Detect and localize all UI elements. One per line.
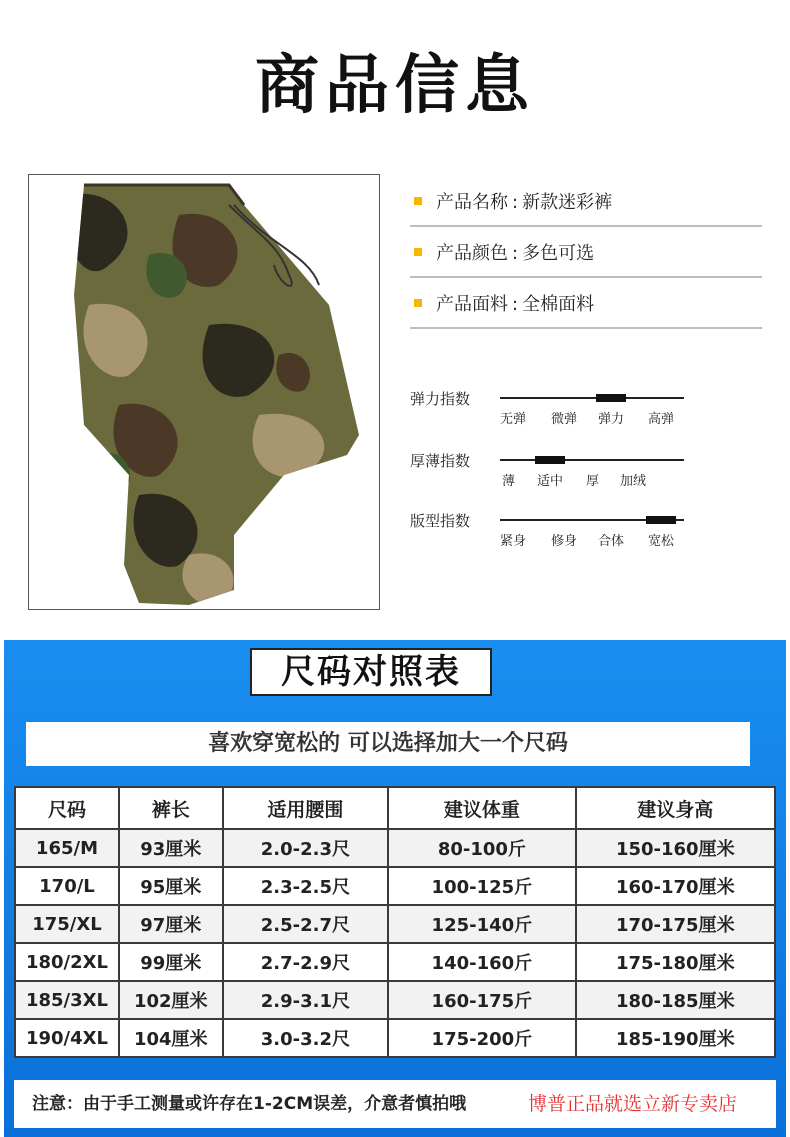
table-cell: 140-160斤 [388,943,575,981]
table-row [15,905,775,943]
table-cell: 180/2XL [15,943,119,981]
info-value: 多色可选 [522,242,595,264]
table-cell: 100-125斤 [388,867,575,905]
size-chart-subtitle: 喜欢穿宽松的 可以选择加大一个尺码 [26,722,750,766]
scale-option: 微弹 [551,412,578,427]
table-header-row [15,787,775,829]
scale-option: 无弹 [500,412,527,427]
table-cell: 175/XL [15,905,119,943]
table-cell: 160-170厘米 [576,867,775,905]
table-cell: 93厘米 [119,829,223,867]
info-colon: : [512,242,519,264]
scale-option: 适中 [537,474,564,489]
scale-option: 弹力 [598,412,625,427]
scale-option: 厚 [586,474,600,489]
scale-label: 厚薄指数 [410,452,471,470]
info-value: 新款迷彩裤 [522,191,613,213]
table-cell: 165/M [15,829,119,867]
bullet-icon [414,197,422,205]
scale-option: 宽松 [648,534,675,549]
camo-pants-image [29,175,380,610]
bullet-icon [414,299,422,307]
page-title: 商品信息 [255,49,535,123]
product-photo [28,174,380,610]
info-key: 产品颜色 [436,242,508,264]
table-cell: 2.9-3.1尺 [223,981,389,1019]
table-row [15,1019,775,1057]
product-info-list [410,176,762,329]
scale-option: 加绒 [620,474,647,489]
column-header: 尺码 [15,787,119,829]
elasticity-scale [410,388,710,434]
scale-option: 薄 [502,474,516,489]
table-row [15,981,775,1019]
store-tag: 博普正品就选立新专卖店 [528,1093,738,1115]
size-table [14,786,776,1058]
table-cell: 175-200斤 [388,1019,575,1057]
table-cell: 170/L [15,867,119,905]
scale-label: 弹力指数 [410,390,471,408]
table-cell: 2.0-2.3尺 [223,829,389,867]
column-header: 建议体重 [388,787,575,829]
table-cell: 95厘米 [119,867,223,905]
fit-scale [410,510,710,556]
column-header: 建议身高 [576,787,775,829]
table-cell: 170-175厘米 [576,905,775,943]
scale-option: 高弹 [648,412,675,427]
info-key: 产品名称 [436,191,508,213]
bullet-icon [414,248,422,256]
column-header: 裤长 [119,787,223,829]
table-row [15,943,775,981]
table-cell: 2.3-2.5尺 [223,867,389,905]
scale-option: 紧身 [500,534,527,549]
info-value: 全棉面料 [522,293,595,315]
scale-option: 合体 [598,534,625,549]
table-cell: 80-100斤 [388,829,575,867]
scale-option: 修身 [551,534,578,549]
column-header: 适用腰围 [223,787,389,829]
info-colon: : [512,293,519,315]
table-cell: 185/3XL [15,981,119,1019]
table-cell: 2.5-2.7尺 [223,905,389,943]
info-row-fabric [410,278,762,329]
table-cell: 3.0-3.2尺 [223,1019,389,1057]
table-cell: 104厘米 [119,1019,223,1057]
scale-line [500,397,684,399]
size-chart-title: 尺码对照表 [250,648,492,696]
table-cell: 125-140斤 [388,905,575,943]
thickness-scale [410,450,710,496]
info-row-color [410,227,762,278]
scale-selected-mark [596,394,626,402]
scale-selected-mark [535,456,565,464]
table-cell: 185-190厘米 [576,1019,775,1057]
table-cell: 97厘米 [119,905,223,943]
table-cell: 175-180厘米 [576,943,775,981]
table-cell: 150-160厘米 [576,829,775,867]
table-cell: 160-175斤 [388,981,575,1019]
table-row [15,829,775,867]
scale-label: 版型指数 [410,512,471,530]
table-cell: 102厘米 [119,981,223,1019]
info-row-name [410,176,762,227]
info-colon: : [512,191,519,213]
table-row [15,867,775,905]
table-cell: 180-185厘米 [576,981,775,1019]
table-cell: 190/4XL [15,1019,119,1057]
measurement-note: 注意：由于手工测量或许存在1-2CM误差，介意者慎拍哦 [14,1080,776,1128]
info-key: 产品面料 [436,293,508,315]
table-cell: 99厘米 [119,943,223,981]
scale-selected-mark [646,516,676,524]
table-cell: 2.7-2.9尺 [223,943,389,981]
scale-line [500,459,684,461]
